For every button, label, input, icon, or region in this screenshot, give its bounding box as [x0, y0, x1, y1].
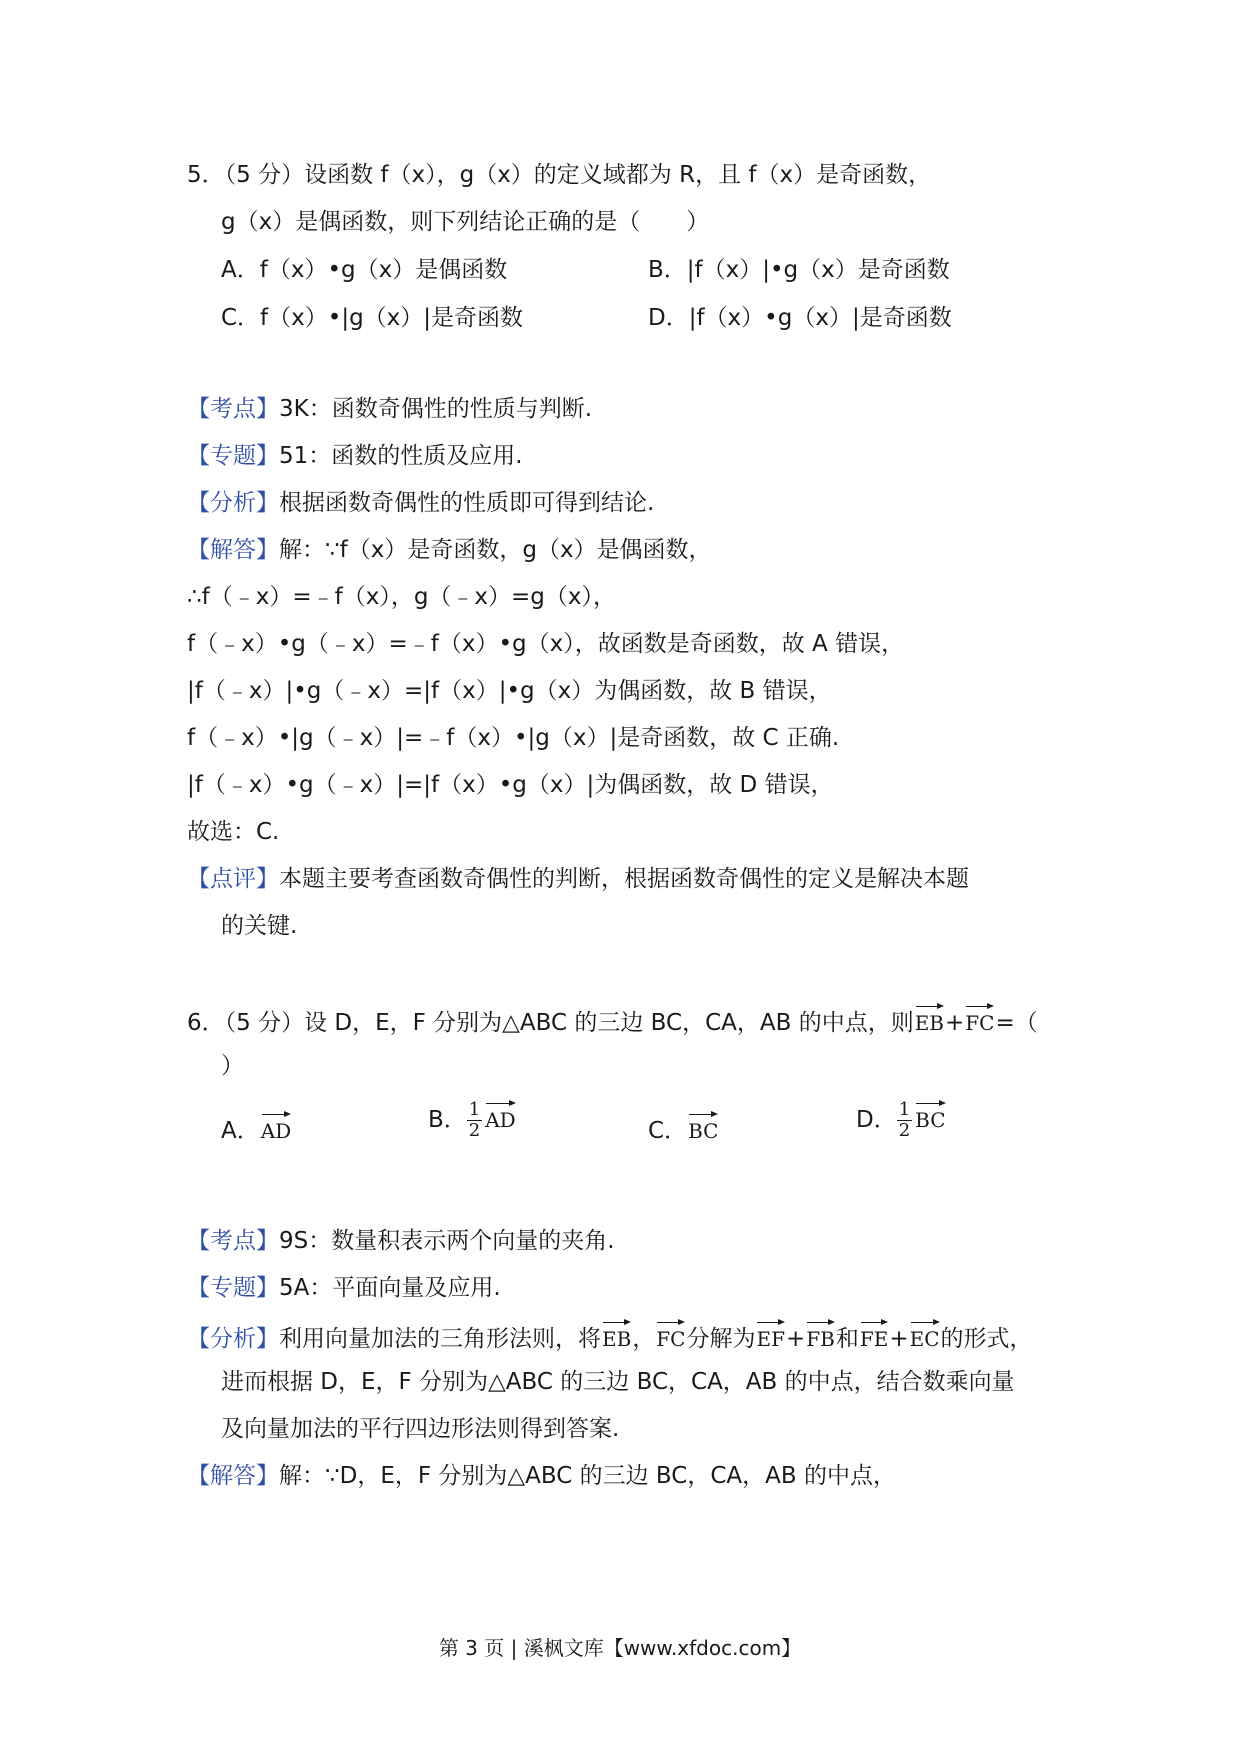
q6-stem-line2: ） [221, 1053, 244, 1079]
q5-jieda [187, 535, 712, 565]
fraction-half [467, 1100, 482, 1141]
q6-fenxi-mid: 分解为 [686, 1326, 756, 1352]
option-label: D． [856, 1107, 897, 1133]
fraction-half [897, 1100, 912, 1141]
q5-step-1: ∴f（﹣x）=﹣f（x），g（﹣x）=g（x）， [187, 584, 617, 610]
vector-ef: EF [756, 1320, 784, 1354]
q5-fenxi-tag: 【分析】 [187, 490, 279, 516]
page-footer: 第 3 页 | 溪枫文库【www.xfdoc.com】 [438, 1636, 802, 1660]
q5-kaodian [187, 394, 592, 424]
plus-sign: + [785, 1326, 806, 1352]
q6-option-c [648, 1112, 719, 1146]
q5-stem-line2: g（x）是偶函数，则下列结论正确的是（ ） [221, 209, 710, 235]
q6-stem-end: =（ [995, 1010, 1038, 1036]
q5-step-3: |f（﹣x）|•g（﹣x）=|f（x）|•g（x）为偶函数，故 B 错误， [187, 678, 832, 704]
q6-option-b [428, 1100, 517, 1141]
q5-jieda-tag: 【解答】 [187, 537, 279, 563]
q6-fenxi-line2: 进而根据 D，E，F 分别为△ABC 的三边 BC，CA，AB 的中点，结合数乘向量 [221, 1369, 1015, 1395]
vector-eb: EB [602, 1320, 631, 1354]
fraction-denominator: 2 [468, 1120, 481, 1141]
q5-fenxi-text: 根据函数奇偶性的性质即可得到结论. [279, 490, 655, 516]
q6-jieda-tag: 【解答】 [187, 1463, 279, 1489]
q5-zhuanti [187, 441, 523, 471]
q5-option-b: B．|f（x）|•g（x）是奇函数 [648, 257, 950, 283]
q5-option-d: D．|f（x）•g（x）|是奇函数 [648, 305, 952, 331]
q5-dianping-line2: 的关键. [221, 913, 298, 939]
separator: ， [632, 1326, 656, 1352]
and-word: 和 [835, 1326, 859, 1352]
fraction-denominator: 2 [898, 1120, 911, 1141]
q6-stem-line1 [187, 1004, 1038, 1038]
q5-dianping-text: 本题主要考查函数奇偶性的判断，根据函数奇偶性的定义是解决本题 [279, 866, 969, 892]
q6-fenxi-end: 的形式， [940, 1326, 1033, 1352]
q6-option-a [221, 1112, 292, 1146]
q6-kaodian-tag: 【考点】 [187, 1228, 279, 1254]
q5-option-c: C．f（x）•|g（x）|是奇函数 [221, 305, 524, 331]
q6-zhuanti [187, 1273, 501, 1303]
q6-fenxi-tag: 【分析】 [187, 1326, 279, 1352]
q5-kaodian-text: 3K：函数奇偶性的性质与判断. [279, 396, 593, 422]
q5-jieda-text: 解：∵f（x）是奇函数，g（x）是偶函数， [279, 537, 712, 563]
vector-fe: FE [860, 1320, 888, 1354]
vector-ec: EC [910, 1320, 940, 1354]
vector-eb: EB [915, 1004, 944, 1038]
q5-step-4: f（﹣x）•|g（﹣x）|=﹣f（x）•|g（x）|是奇函数，故 C 正确. [187, 725, 840, 751]
plus-sign: + [945, 1010, 965, 1036]
q5-step-6: 故选：C. [187, 819, 280, 845]
q5-zhuanti-text: 51：函数的性质及应用. [279, 443, 523, 469]
q6-fenxi-line3: 及向量加法的平行四边形法则得到答案. [221, 1416, 620, 1442]
fraction-numerator: 1 [468, 1099, 481, 1120]
q5-dianping [187, 864, 969, 894]
vector-ad: AD [485, 1101, 515, 1135]
q5-kaodian-tag: 【考点】 [187, 396, 279, 422]
option-label: B． [428, 1107, 467, 1133]
q6-fenxi [187, 1320, 1033, 1354]
plus-sign: + [889, 1326, 909, 1352]
q5-zhuanti-tag: 【专题】 [187, 443, 279, 469]
q5-step-2: f（﹣x）•g（﹣x）=﹣f（x）•g（x），故函数是奇函数，故 A 错误， [187, 631, 905, 657]
q6-zhuanti-text: 5A：平面向量及应用. [279, 1275, 501, 1301]
q6-kaodian [187, 1226, 615, 1256]
q5-fenxi [187, 488, 654, 518]
q6-jieda [187, 1461, 896, 1491]
q6-zhuanti-tag: 【专题】 [187, 1275, 279, 1301]
vector-fb: FB [806, 1320, 835, 1354]
q6-stem-text: 6．（5 分）设 D，E，F 分别为△ABC 的三边 BC，CA，AB 的中点，则 [187, 1010, 914, 1036]
q5-dianping-tag: 【点评】 [187, 866, 279, 892]
vector-bc: BC [688, 1112, 718, 1146]
fraction-numerator: 1 [898, 1099, 911, 1120]
vector-bc: BC [915, 1101, 945, 1135]
vector-fc: FC [965, 1004, 994, 1038]
q6-fenxi-text: 利用向量加法的三角形法则，将 [279, 1326, 601, 1352]
vector-fc: FC [656, 1320, 685, 1354]
option-label: C． [648, 1118, 688, 1144]
q6-kaodian-text: 9S：数量积表示两个向量的夹角. [279, 1228, 615, 1254]
q5-option-a: A．f（x）•g（x）是偶函数 [221, 257, 508, 283]
vector-ad: AD [261, 1112, 291, 1146]
q5-stem-line1: 5．（5 分）设函数 f（x），g（x）的定义域都为 R，且 f（x）是奇函数， [187, 162, 932, 188]
q6-jieda-text: 解：∵D，E，F 分别为△ABC 的三边 BC，CA，AB 的中点， [279, 1463, 896, 1489]
q6-option-d [856, 1100, 947, 1141]
option-label: A． [221, 1118, 260, 1144]
q5-step-5: |f（﹣x）•g（﹣x）|=|f（x）•g（x）|为偶函数，故 D 错误， [187, 772, 834, 798]
